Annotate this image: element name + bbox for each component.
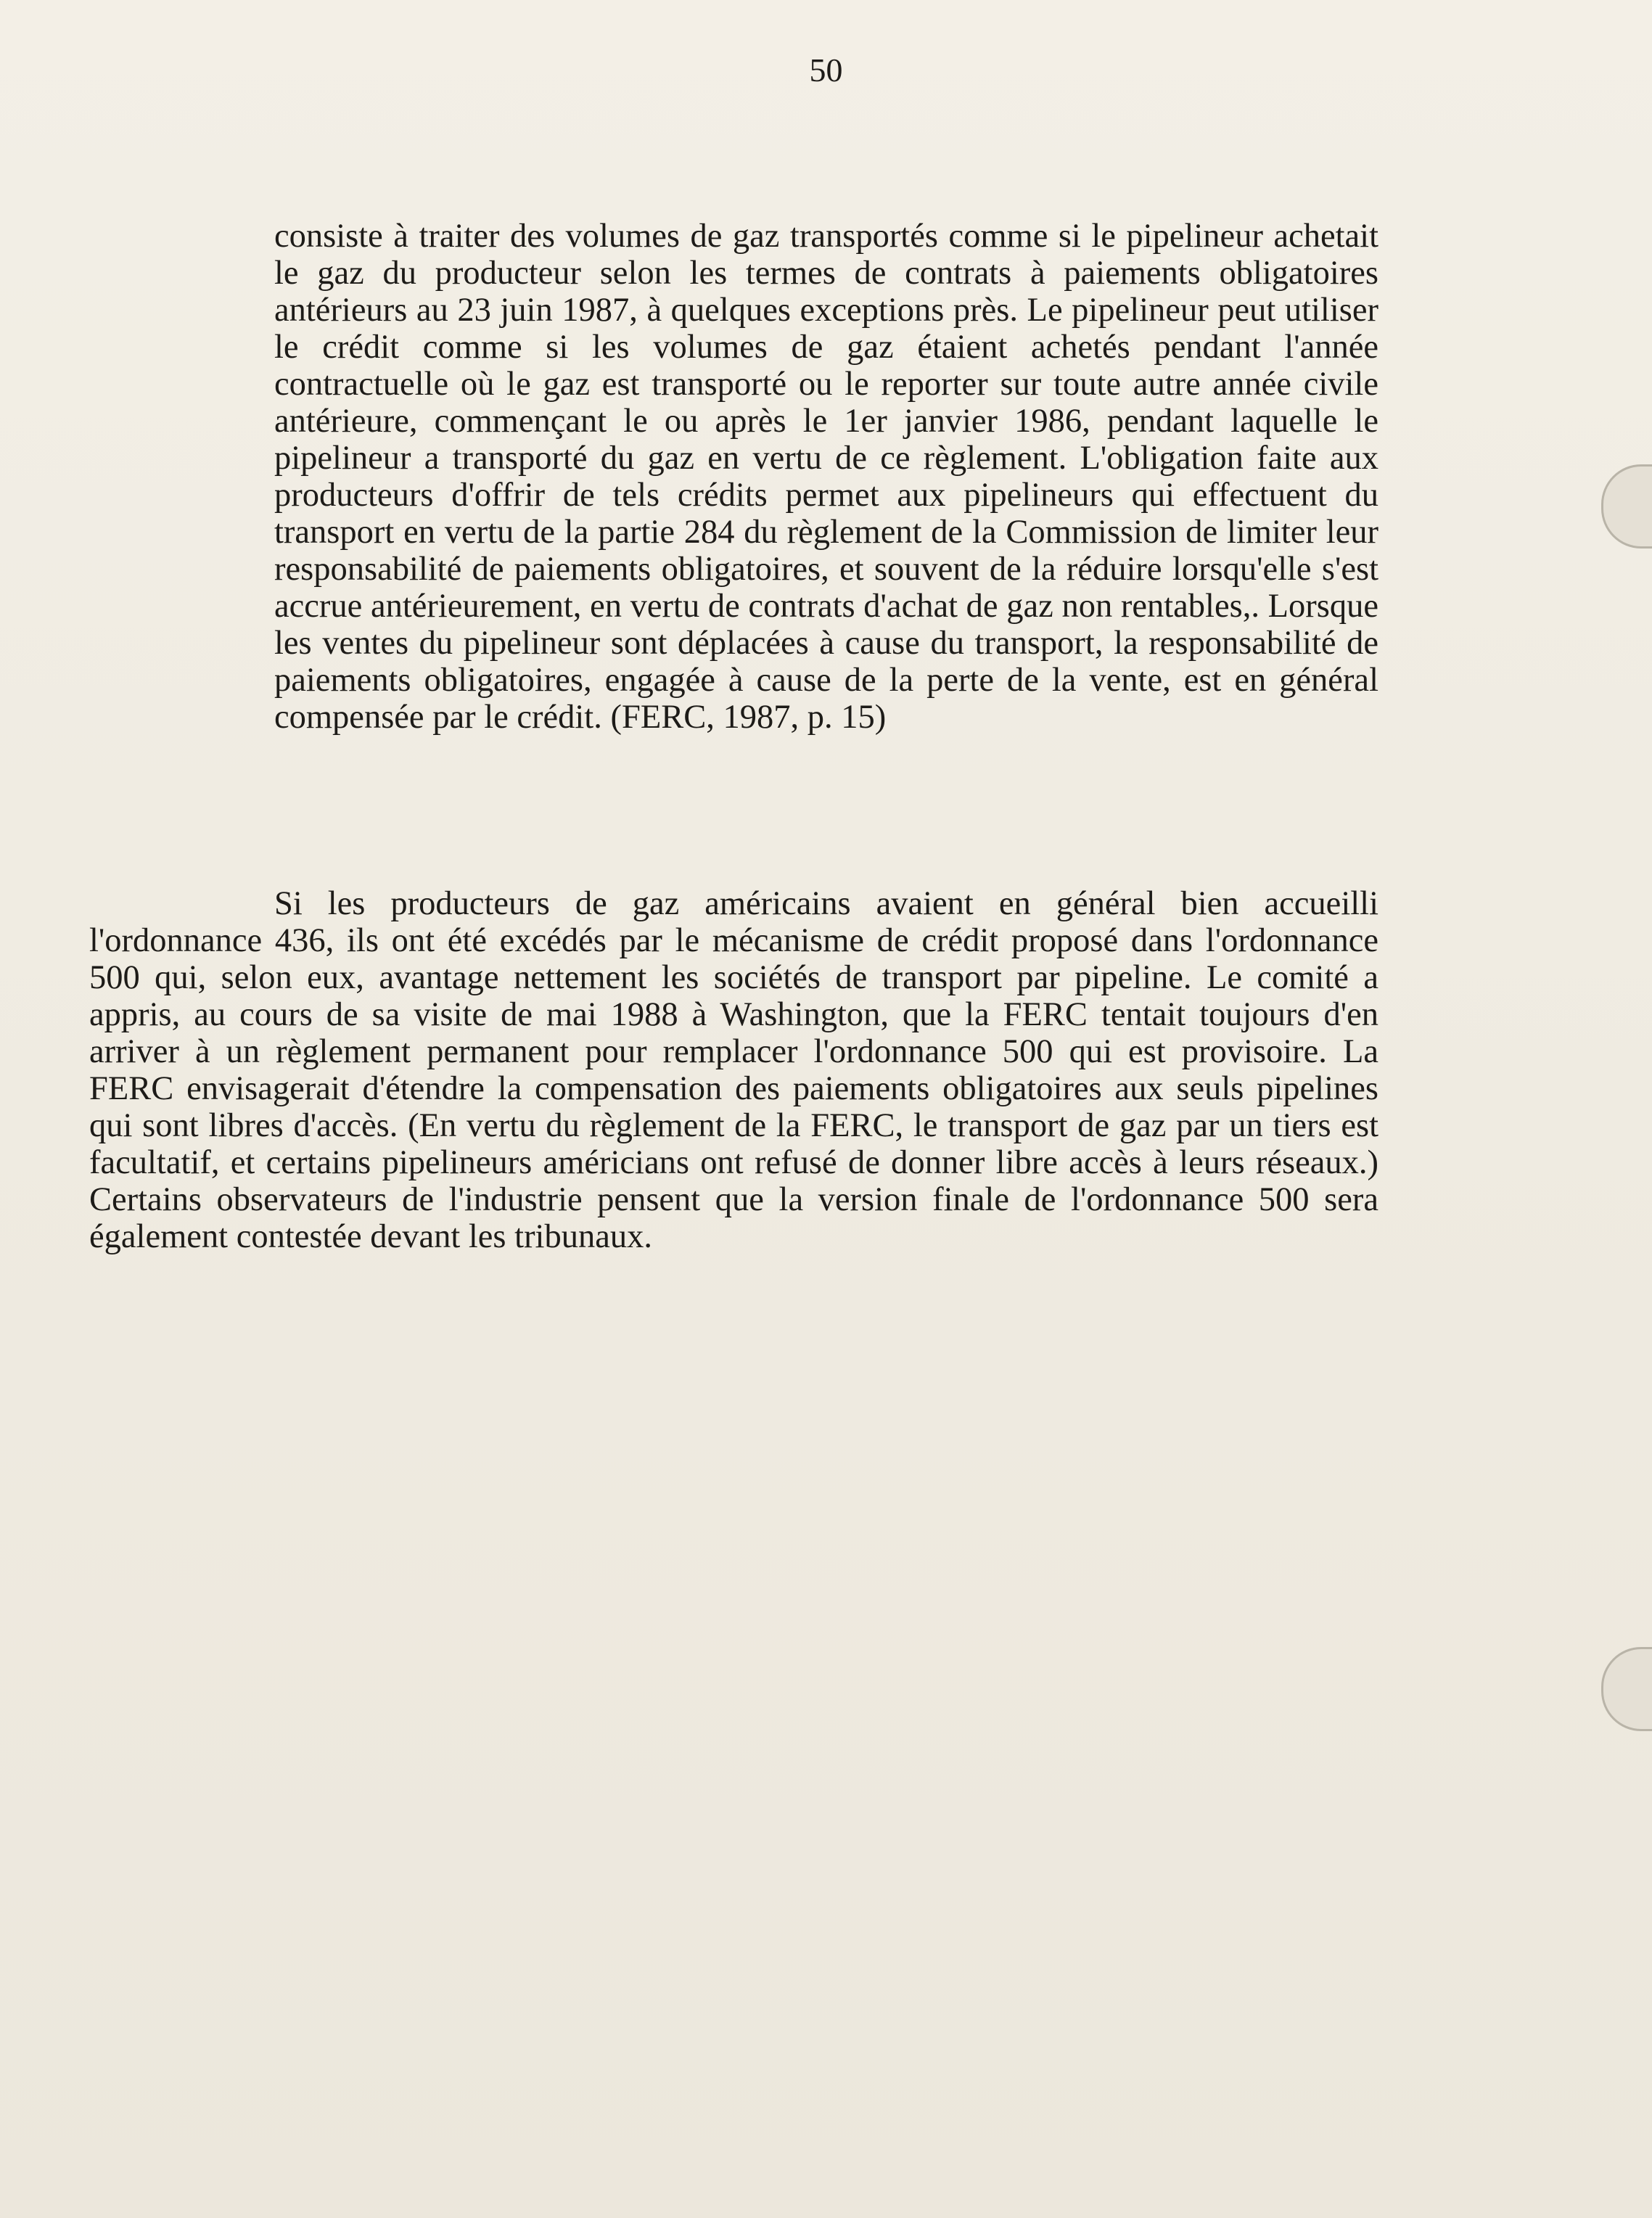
punch-hole-bottom	[1601, 1647, 1652, 1731]
page-number: 50	[809, 52, 843, 89]
body-paragraph: Si les producteurs de gaz américains avaient en général bien accueilli l'ordonnance 436, ils ont été excédés par le mécanisme de crédit proposé dans l'ordonnance 500 qui, selon eux, avantage nettement les sociétés de transport par pipeline. Le comité a appris, au cours de sa visite de mai 1988 à Washington, que la FERC tentait toujours d'en arriver à un règlement permanent pour remplacer l'ordonnance 500 qui est provisoire. La FERC envisagerait d'étendre la compensation des paiements obligatoires aux seuls pipelines qui sont libres d'accès. (En vertu du règlement de la FERC, le transport de gaz par un tiers est facultatif, et certains pipelineurs américians ont refusé de donner libre accès à leurs réseaux.) Certains observateurs de l'industrie pensent que la version finale de l'ordonnance 500 sera également contestée devant les tribunaux.	[89, 885, 1378, 1255]
block-quote: consiste à traiter des volumes de gaz transportés comme si le pipelineur achetait le gaz du producteur selon les termes de contrats à paiements obligatoires antérieurs au 23 juin 1987, à quelques exceptions près. Le pipelineur peut utiliser le crédit comme si les volumes de gaz étaient achetés pendant l'année contractuelle où le gaz est transporté ou le reporter sur toute autre année civile antérieure, commençant le ou après le 1er janvier 1986, pendant laquelle le pipelineur a transporté du gaz en vertu de ce règlement. L'obligation faite aux producteurs d'offrir de tels crédits permet aux pipelineurs qui effectuent du transport en vertu de la partie 284 du règlement de la Commission de limiter leur responsabilité de paiements obligatoires, et souvent de la réduire lorsqu'elle s'est accrue antérieurement, en vertu de contrats d'achat de gaz non rentables,. Lorsque les ventes du pipelineur sont déplacées à cause du transport, la responsabilité de paiements obligatoires, engagée à cause de la perte de la vente, est en général compensée par le crédit. (FERC, 1987, p. 15)	[274, 218, 1378, 736]
punch-hole-top	[1601, 464, 1652, 549]
